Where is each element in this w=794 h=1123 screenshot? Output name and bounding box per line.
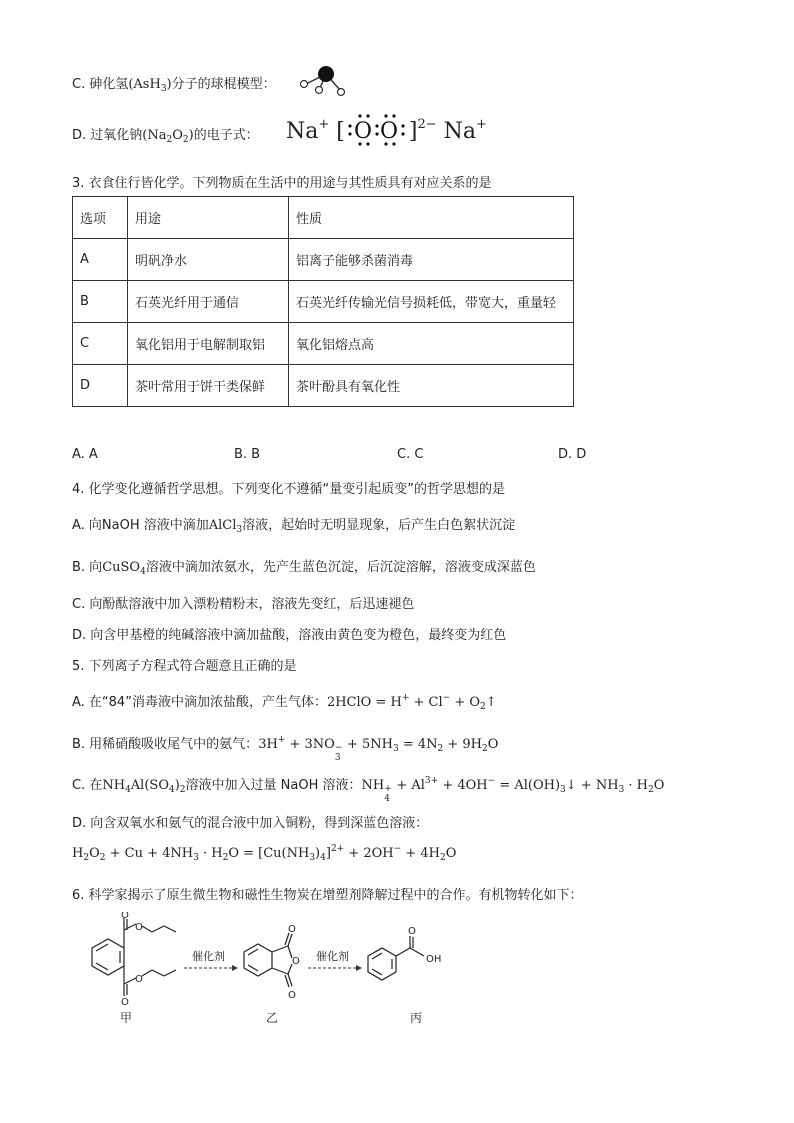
- choice-d[interactable]: D. D: [558, 447, 587, 462]
- svg-text:O: O: [353, 119, 372, 144]
- q4-option-b: B. 向CuSO$_4$溶液中滴加浓氨水，先产生蓝色沉淀，后沉淀溶解，溶液变成深蓝色: [72, 560, 536, 577]
- q2-option-d: D. 过氧化钠$(Na_2O_2)$的电子式：: [72, 128, 259, 145]
- q6-stem: 6. 科学家揭示了原生微生物和磁性生物炭在增塑剂降解过程中的合作。有机物转化如下：: [72, 888, 583, 903]
- q3-table: [72, 196, 574, 407]
- choice-c[interactable]: C. C: [397, 447, 424, 462]
- catalyst-label-2: 催化剂: [316, 950, 349, 963]
- table-row: D 茶叶常用于饼干类保鲜 茶叶酚具有氧化性: [73, 365, 574, 407]
- q3-stem: 3. 衣食住行皆化学。下列物质在生活中的用途与其性质具有对应关系的是: [72, 176, 492, 191]
- table-row: A 明矾净水 铝离子能够杀菌消毒: [73, 239, 574, 281]
- q4-option-a: A. 向NaOH 溶液中滴加AlCl$_3$溶液，起始时无明显现象，后产生白色絮状沉淀: [72, 518, 516, 535]
- label-bing: 丙: [410, 1011, 423, 1025]
- atom-o: O: [288, 924, 296, 935]
- q5-option-c: C. 在$NH_4Al(SO_4)_2$溶液中加入过量 NaOH 溶液：NH 4 + + $Al^{3+} + 4OH^-$ = $Al(OH)_3↓ + NH_3 \cdot H_2O$: [72, 776, 665, 804]
- atom-o: O: [135, 922, 143, 933]
- equation-a: 2HClO = $H^+ + Cl^- + O_2↑$: [326, 693, 497, 712]
- arrow-2-head: [356, 965, 362, 971]
- svg-text:O: O: [379, 119, 398, 144]
- equation-c: NH 4 + + $Al^{3+} + 4OH^-$ = $Al(OH)_3↓ + NH_3 \cdot H_2O$: [361, 776, 665, 804]
- atom-o: O: [408, 926, 416, 937]
- arrow-1-head: [232, 965, 238, 971]
- atom-o: O: [121, 997, 129, 1008]
- atom-o: O: [288, 990, 296, 1001]
- q5-option-d: D. 向含双氧水和氨气的混合液中加入铜粉，得到深蓝色溶液：: [72, 816, 429, 831]
- q5-option-a: A. 在“84”消毒液中滴加浓盐酸，产生气体：2HClO = $H^+ + Cl^- + O_2↑$: [72, 693, 497, 712]
- label-yi: 乙: [266, 1011, 279, 1025]
- peroxide-dots: [345, 116, 409, 144]
- equation-b: 3H+ + 3NO 3 − + $5NH_3 = 4N_2 + 9H_2O$: [258, 735, 499, 763]
- table-row: C 氧化铝用于电解制取铝 氧化铝熔点高: [73, 323, 574, 365]
- atom-o: O: [292, 956, 300, 967]
- q4-option-d: D. 向含甲基橙的纯碱溶液中滴加盐酸，溶液由黄色变为橙色，最终变为红色: [72, 628, 507, 643]
- compound-jia: [92, 918, 176, 996]
- electron-formula: Na+ [ O O ]$^{2-}$ Na+: [286, 116, 487, 152]
- atom-oh: OH: [426, 954, 442, 965]
- sodium-peroxide-formula: $(Na_2O_2)$: [142, 128, 194, 145]
- choice-b[interactable]: B. B: [234, 447, 261, 462]
- reaction-scheme: [72, 912, 492, 1036]
- label-jia: 甲: [120, 1011, 133, 1025]
- arsine-formula: (AsH$_3$): [128, 77, 172, 94]
- atom-o: O: [121, 912, 129, 921]
- atom-o: O: [135, 974, 143, 985]
- table-header-row: 选项 用途 性质: [73, 197, 574, 239]
- q4-stem: 4. 化学变化遵循哲学思想。下列变化不遵循“量变引起质变”的哲学思想的是: [72, 482, 506, 497]
- reaction-scheme-svg: [72, 912, 492, 1032]
- catalyst-label-1: 催化剂: [192, 950, 225, 963]
- q3-choices: [72, 447, 602, 465]
- q2-option-c: C. 砷化氢(AsH$_3$)分子的球棍模型：: [72, 77, 276, 94]
- choice-a[interactable]: A. A: [72, 447, 98, 462]
- arsine-ball-stick-model: [298, 64, 350, 98]
- compound-yi: [244, 933, 292, 987]
- compound-bing: [368, 936, 424, 980]
- q5-option-b: B. 用稀硝酸吸收尾气中的氨气：3H+ + 3NO 3 − + $5NH_3 = 4N_2 + 9H_2O$: [72, 735, 499, 763]
- equation-d: $H_2O_2 + Cu + 4NH_3 \cdot H_2O = [Cu(NH_3)_4]^{2+} + 2OH^- + 4H_2O$: [72, 844, 457, 863]
- table-row: B 石英光纤用于通信 石英光纤传输光信号损耗低，带宽大，重量轻: [73, 281, 574, 323]
- q4-option-c: C. 向酚酞溶液中加入漂粉精粉末，溶液先变红，后迅速褪色: [72, 597, 415, 612]
- q5-stem: 5. 下列离子方程式符合题意且正确的是: [72, 659, 297, 674]
